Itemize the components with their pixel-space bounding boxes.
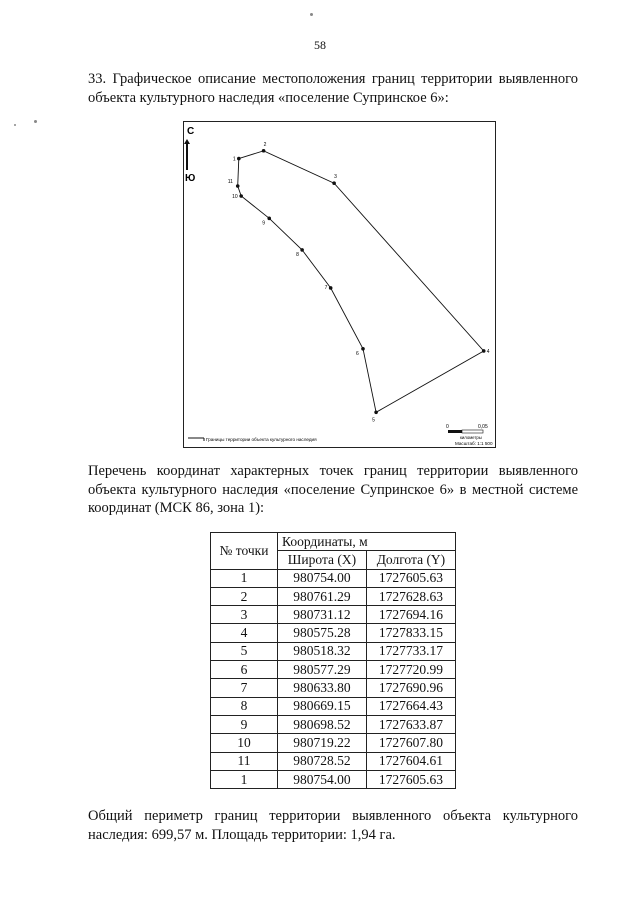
cell-latitude: 980731.12 bbox=[278, 606, 367, 624]
table-row bbox=[211, 587, 456, 605]
boundary-point-8 bbox=[300, 248, 304, 252]
boundary-point-label: 7 bbox=[324, 284, 328, 291]
cell-latitude: 980577.29 bbox=[278, 661, 367, 679]
south-label: Ю bbox=[185, 173, 196, 184]
boundary-point-label: 5 bbox=[372, 417, 375, 424]
section-heading: 33. Графическое описание местоположения границ территории выявленного объекта культурного наследия «поселение Супринское 6»: bbox=[88, 71, 578, 106]
boundary-point-7 bbox=[329, 286, 333, 290]
header-latitude: Широта (X) bbox=[278, 551, 367, 569]
scale-unit: километры bbox=[460, 435, 482, 440]
cell-point-number: 4 bbox=[211, 624, 278, 642]
north-label: С bbox=[187, 126, 195, 137]
cell-longitude: 1727733.17 bbox=[366, 642, 455, 660]
boundary-point-label: 1 bbox=[232, 156, 236, 163]
scale-left-label: 0 bbox=[446, 424, 449, 430]
coordinates-table bbox=[210, 532, 456, 789]
boundary-point-label: 6 bbox=[355, 350, 359, 357]
boundary-point-3 bbox=[332, 181, 336, 185]
scan-mark bbox=[310, 13, 313, 16]
boundary-point-6 bbox=[361, 347, 365, 351]
cell-point-number: 1 bbox=[211, 569, 278, 587]
boundary-point-label: 10 bbox=[232, 194, 238, 201]
cell-latitude: 980728.52 bbox=[278, 752, 367, 770]
cell-latitude: 980761.29 bbox=[278, 587, 367, 605]
table-row bbox=[211, 606, 456, 624]
table-header-row bbox=[211, 533, 456, 551]
cell-longitude: 1727607.80 bbox=[366, 734, 455, 752]
scale-bar bbox=[446, 424, 493, 446]
boundary-point-label: 11 bbox=[227, 179, 233, 186]
scale-bar-dark bbox=[448, 430, 462, 433]
coordinates-table-body bbox=[211, 569, 456, 789]
boundary-point-label: 2 bbox=[263, 141, 267, 148]
cell-longitude: 1727720.99 bbox=[366, 661, 455, 679]
cell-longitude: 1727604.61 bbox=[366, 752, 455, 770]
cell-latitude: 980633.80 bbox=[278, 679, 367, 697]
cell-point-number: 1 bbox=[211, 770, 278, 788]
boundary-point-label: 8 bbox=[296, 251, 299, 258]
table-row bbox=[211, 752, 456, 770]
boundary-polygon bbox=[238, 151, 484, 413]
table-row bbox=[211, 770, 456, 788]
cell-longitude: 1727694.16 bbox=[366, 606, 455, 624]
table-row bbox=[211, 624, 456, 642]
boundary-point-9 bbox=[267, 217, 271, 221]
cell-point-number: 3 bbox=[211, 606, 278, 624]
legend-label: Границы территории объекта культурного наследия bbox=[206, 437, 317, 442]
cell-point-number: 5 bbox=[211, 642, 278, 660]
table-row bbox=[211, 679, 456, 697]
cell-point-number: 6 bbox=[211, 661, 278, 679]
scale-bar-light bbox=[462, 430, 483, 433]
boundary-point-label: 9 bbox=[262, 220, 266, 227]
scale-text: Масштаб: 1:1 500 bbox=[455, 441, 493, 446]
cell-longitude: 1727664.43 bbox=[366, 697, 455, 715]
table-row bbox=[211, 569, 456, 587]
cell-latitude: 980518.32 bbox=[278, 642, 367, 660]
cell-latitude: 980754.00 bbox=[278, 770, 367, 788]
boundary-point-4 bbox=[482, 349, 486, 353]
boundary-point-2 bbox=[262, 149, 266, 153]
header-coordinates: Координаты, м bbox=[278, 533, 456, 551]
cell-point-number: 11 bbox=[211, 752, 278, 770]
table-row bbox=[211, 642, 456, 660]
table-row bbox=[211, 715, 456, 733]
boundary-point-label: 3 bbox=[334, 174, 337, 181]
coordinates-intro: Перечень координат характерных точек границ территории выявленного объекта культурного наследия «поселение Супринское 6» в местной системе координат (МСК 86, зона 1): bbox=[88, 463, 578, 516]
boundary-map-svg bbox=[184, 122, 495, 447]
cell-longitude: 1727833.15 bbox=[366, 624, 455, 642]
table-row bbox=[211, 697, 456, 715]
cell-latitude: 980754.00 bbox=[278, 569, 367, 587]
cell-longitude: 1727628.63 bbox=[366, 587, 455, 605]
cell-longitude: 1727690.96 bbox=[366, 679, 455, 697]
cell-latitude: 980719.22 bbox=[278, 734, 367, 752]
boundary-point-5 bbox=[374, 410, 378, 414]
summary-text: Общий периметр границ территории выявленного объекта культурного наследия: 699,57 м. Площадь территории: 1,94 га. bbox=[88, 808, 578, 843]
map-legend bbox=[188, 437, 317, 442]
cell-latitude: 980669.15 bbox=[278, 697, 367, 715]
page-number: 58 bbox=[314, 38, 326, 52]
cell-longitude: 1727605.63 bbox=[366, 569, 455, 587]
cell-point-number: 9 bbox=[211, 715, 278, 733]
cell-point-number: 8 bbox=[211, 697, 278, 715]
boundary-point-label: 4 bbox=[486, 348, 490, 355]
scan-mark bbox=[34, 120, 37, 123]
cell-longitude: 1727605.63 bbox=[366, 770, 455, 788]
north-arrow bbox=[184, 126, 195, 184]
boundary-map bbox=[183, 121, 496, 448]
boundary-point-11 bbox=[236, 184, 240, 188]
boundary-point-10 bbox=[239, 194, 243, 198]
table-row bbox=[211, 661, 456, 679]
boundary-points bbox=[228, 142, 490, 424]
cell-point-number: 7 bbox=[211, 679, 278, 697]
cell-latitude: 980575.28 bbox=[278, 624, 367, 642]
header-point-number: № точки bbox=[211, 533, 278, 570]
cell-point-number: 10 bbox=[211, 734, 278, 752]
header-longitude: Долгота (Y) bbox=[366, 551, 455, 569]
scan-mark bbox=[14, 124, 16, 126]
cell-longitude: 1727633.87 bbox=[366, 715, 455, 733]
cell-point-number: 2 bbox=[211, 587, 278, 605]
boundary-point-1 bbox=[237, 157, 241, 161]
cell-latitude: 980698.52 bbox=[278, 715, 367, 733]
table-row bbox=[211, 734, 456, 752]
scale-right-label: 0,05 bbox=[478, 424, 488, 430]
